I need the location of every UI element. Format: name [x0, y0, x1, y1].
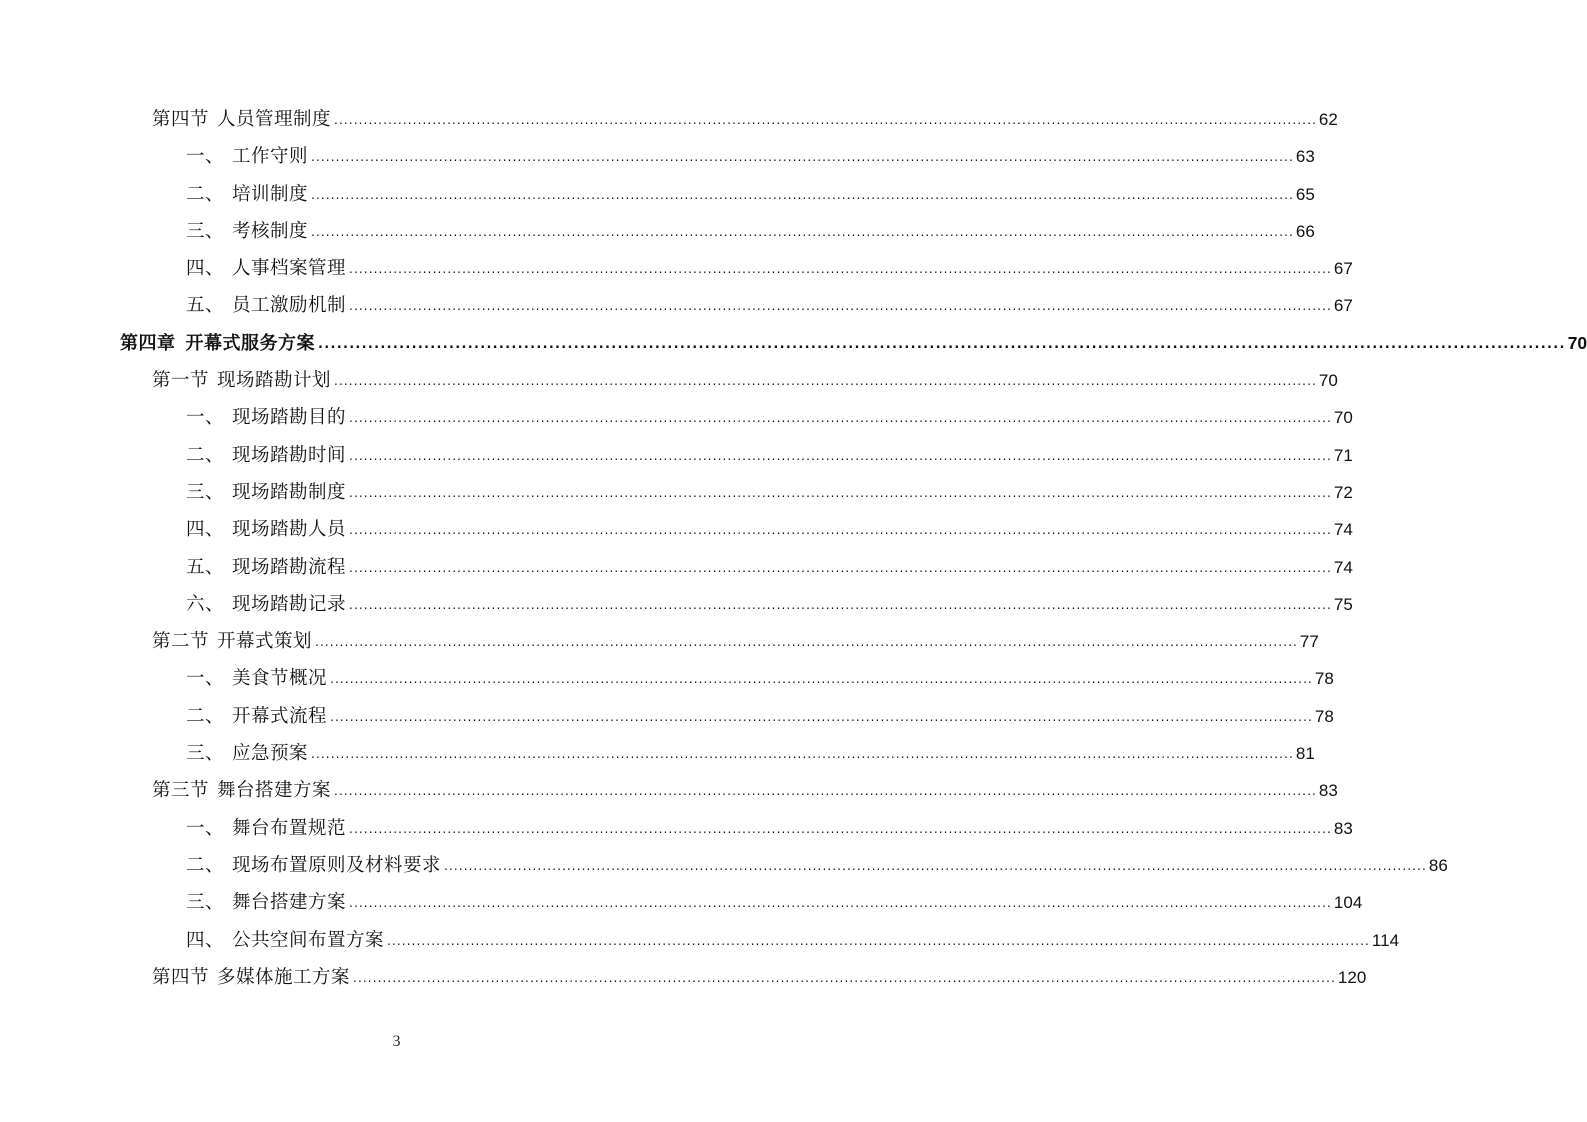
- toc-entry-title: [186, 250, 346, 287]
- toc-entry-item[interactable]: [0, 922, 1400, 959]
- toc-entry-text: 人员管理制度: [217, 109, 332, 130]
- toc-entry-item[interactable]: [0, 810, 1353, 847]
- toc-entry-page: 78: [1314, 706, 1334, 726]
- toc-entry-page: 66: [1295, 221, 1315, 241]
- page-number: 3: [392, 1033, 401, 1050]
- toc-entry-number: 第二节: [152, 631, 210, 653]
- toc-entry-section[interactable]: [0, 362, 1338, 399]
- toc-entry-item[interactable]: [0, 660, 1334, 697]
- toc-entry-number: 三、: [186, 220, 225, 242]
- toc-entry-item[interactable]: [0, 698, 1334, 735]
- toc-entry-page: 83: [1318, 781, 1338, 801]
- toc-entry-title: [186, 138, 308, 175]
- toc-entry-title: [186, 399, 346, 436]
- toc-entry-item[interactable]: [0, 250, 1353, 287]
- toc-entry-item[interactable]: [0, 549, 1353, 586]
- toc-entry-item[interactable]: [0, 176, 1315, 213]
- toc-entry-text: 舞台搭建方案: [232, 892, 347, 914]
- toc-entry-item[interactable]: [0, 138, 1315, 175]
- toc-entry-title: [152, 959, 350, 996]
- dot-leader: ........................................................................................................................................................................................................: [311, 224, 1294, 239]
- dot-leader: ........................................................................................................................................................................................................: [311, 150, 1294, 165]
- toc-entry-text: 现场踏勘目的: [232, 407, 347, 429]
- toc-entry-number: 五、: [186, 556, 225, 578]
- toc-entry-section[interactable]: [0, 101, 1338, 138]
- toc-entry-title: [186, 549, 346, 586]
- toc-entry-item[interactable]: [0, 399, 1353, 436]
- toc-entry-number: 二、: [186, 854, 225, 876]
- toc-entry-number: 一、: [186, 407, 225, 429]
- toc-entry-page: 120: [1337, 967, 1367, 987]
- toc-entry-page: 114: [1371, 930, 1400, 950]
- toc-entry-text: 公共空间布置方案: [232, 929, 385, 951]
- toc-entry-number: 第四节: [152, 109, 210, 130]
- toc-entry-page: 67: [1333, 259, 1353, 279]
- toc-entry-text: 现场踏勘计划: [217, 370, 332, 392]
- toc-entry-title: [186, 884, 346, 921]
- toc-entry-title: [186, 474, 346, 511]
- toc-entry-section[interactable]: [0, 959, 1367, 996]
- dot-leader: ........................................................................................................................................................................................................: [349, 485, 1332, 500]
- toc-entry-page: 81: [1295, 744, 1315, 764]
- toc-entry-number: 四、: [186, 258, 225, 280]
- toc-entry-page: 63: [1295, 147, 1315, 167]
- toc-entry-title: [186, 511, 346, 548]
- toc-entry-page: 70: [1333, 408, 1353, 428]
- toc-entry-text: 人事档案管理: [232, 258, 347, 280]
- dot-leader: ........................................................................................................................................................................................................: [349, 597, 1332, 612]
- toc-entry-text: 开幕式流程: [232, 705, 328, 727]
- toc-entry-title: [186, 586, 346, 623]
- toc-entry-title: [186, 437, 346, 474]
- toc-entry-text: 考核制度: [232, 220, 309, 242]
- toc-entry-page: 67: [1333, 296, 1353, 316]
- dot-leader: ........................................................................................................................................................................................................: [387, 933, 1370, 948]
- toc-entry-text: 现场布置原则及材料要求: [232, 854, 442, 876]
- toc-entry-title: [186, 213, 308, 250]
- dot-leader: ........................................................................................................................................................................................................: [349, 560, 1332, 575]
- toc-entry-page: 78: [1314, 669, 1334, 689]
- toc-entry-item[interactable]: [0, 511, 1353, 548]
- toc-entry-title: [152, 101, 331, 138]
- toc-entry-number: 第四章: [120, 332, 176, 354]
- toc-entry-number: 二、: [186, 705, 225, 727]
- toc-entry-page: 62: [1318, 110, 1338, 129]
- dot-leader: ........................................................................................................................................................................................................: [349, 299, 1332, 314]
- toc-entry-page: 74: [1333, 520, 1353, 540]
- toc-entry-item[interactable]: [0, 287, 1353, 324]
- toc-entry-title: [186, 810, 346, 847]
- toc-entry-page: 104: [1333, 893, 1363, 913]
- toc-entry-text: 开幕式服务方案: [185, 332, 315, 354]
- toc-entry-text: 现场踏勘制度: [232, 481, 347, 503]
- toc-entry-text: 美食节概况: [232, 668, 328, 690]
- toc-entry-title: [186, 698, 327, 735]
- dot-leader: ........................................................................................................................................................................................................: [330, 672, 1313, 687]
- dot-leader: ........................................................................................................................................................................................................: [349, 896, 1332, 911]
- toc-entry-number: 四、: [186, 519, 225, 541]
- toc-entry-text: 开幕式策划: [217, 631, 313, 653]
- toc-entry-page: 70: [1318, 371, 1338, 391]
- toc-entry-item[interactable]: [0, 847, 1448, 884]
- toc-entry-title: [152, 623, 312, 660]
- dot-leader: ........................................................................................................................................................................................................: [334, 784, 1317, 799]
- toc-entry-item[interactable]: [0, 437, 1353, 474]
- toc-entry-title: [186, 660, 327, 697]
- toc-entry-item[interactable]: [0, 586, 1353, 623]
- toc-entry-page: 77: [1299, 632, 1319, 652]
- toc-entry-title: [186, 735, 308, 772]
- toc-entry-text: 应急预案: [232, 743, 309, 765]
- toc-entry-page: 71: [1333, 445, 1353, 465]
- toc-entry-number: 二、: [186, 183, 225, 205]
- dot-leader: ........................................................................................................................................................................................................: [334, 374, 1317, 389]
- toc-entry-item[interactable]: [0, 884, 1363, 921]
- toc-entry-page: 86: [1428, 855, 1448, 875]
- dot-leader: ........................................................................................................................................................................................................: [349, 821, 1332, 836]
- toc-entry-text: 多媒体施工方案: [217, 966, 351, 988]
- toc-entry-text: 舞台搭建方案: [217, 780, 332, 802]
- toc-entry-text: 现场踏勘人员: [232, 519, 347, 541]
- toc-entry-title: [186, 922, 384, 959]
- toc-entry-title: [120, 325, 315, 362]
- dot-leader: ........................................................................................................................................................................................................: [311, 187, 1294, 202]
- toc-entry-number: 二、: [186, 444, 225, 466]
- toc-entry-number: 五、: [186, 295, 225, 317]
- toc-entry-number: 第一节: [152, 370, 210, 392]
- toc-entry-text: 培训制度: [232, 183, 309, 205]
- toc-entry-text: 舞台布置规范: [232, 817, 347, 839]
- toc-entry-page: 65: [1295, 184, 1315, 204]
- toc-entry-page: 74: [1333, 557, 1353, 577]
- toc-entry-item[interactable]: [0, 474, 1353, 511]
- dot-leader: ........................................................................................................................................................................................................: [349, 448, 1332, 463]
- toc-entry-title: [186, 176, 308, 213]
- toc-entry-title: [152, 772, 331, 809]
- toc-entry-number: 六、: [186, 593, 225, 615]
- toc-entry-text: 现场踏勘记录: [232, 593, 347, 615]
- toc-entry-text: 现场踏勘流程: [232, 556, 347, 578]
- toc-entry-number: 四、: [186, 929, 225, 951]
- toc-entry-number: 一、: [186, 146, 225, 168]
- toc-entry-number: 第三节: [152, 780, 210, 802]
- toc-entry-item[interactable]: [0, 213, 1315, 250]
- toc-entry-page: 75: [1333, 594, 1353, 614]
- dot-leader: ........................................................................................................................................................................................................: [353, 970, 1336, 985]
- toc-entry-number: 一、: [186, 668, 225, 690]
- dot-leader: ........................................................................................................................................................................................................: [311, 747, 1294, 762]
- toc-entry-text: 员工激励机制: [232, 295, 347, 317]
- toc-entry-number: 三、: [186, 743, 225, 765]
- toc-entry-chapter[interactable]: [0, 325, 1587, 362]
- toc-entry-page: 83: [1333, 818, 1353, 838]
- toc-entry-title: [152, 362, 331, 399]
- toc-entry-section[interactable]: [0, 623, 1319, 660]
- dot-leader: ........................................................................................................................................................................................................: [349, 411, 1332, 426]
- toc-entry-title: [186, 287, 346, 324]
- toc-entry-text: 现场踏勘时间: [232, 444, 347, 466]
- dot-leader: ........................................................................................................................................................................................................: [334, 113, 1317, 127]
- toc-entry-page: 72: [1333, 482, 1353, 502]
- dot-leader: ........................................................................................................................................................................................................: [330, 709, 1313, 724]
- toc-entry-number: 三、: [186, 892, 225, 914]
- toc-entry-section[interactable]: [0, 772, 1338, 809]
- dot-leader: ........................................................................................................................................................................................................: [349, 262, 1332, 277]
- dot-leader: ........................................................................................................................................................................................................: [318, 336, 1566, 352]
- toc-entry-number: 一、: [186, 817, 225, 839]
- dot-leader: ........................................................................................................................................................................................................: [349, 523, 1332, 538]
- toc-entry-page: 70: [1567, 332, 1587, 353]
- table-of-contents: [0, 101, 1587, 996]
- dot-leader: ........................................................................................................................................................................................................: [444, 858, 1427, 873]
- toc-entry-title: [186, 847, 441, 884]
- dot-leader: ........................................................................................................................................................................................................: [315, 635, 1298, 650]
- toc-entry-number: 三、: [186, 481, 225, 503]
- toc-entry-item[interactable]: [0, 735, 1315, 772]
- toc-entry-number: 第四节: [152, 966, 210, 988]
- toc-entry-text: 工作守则: [232, 146, 309, 168]
